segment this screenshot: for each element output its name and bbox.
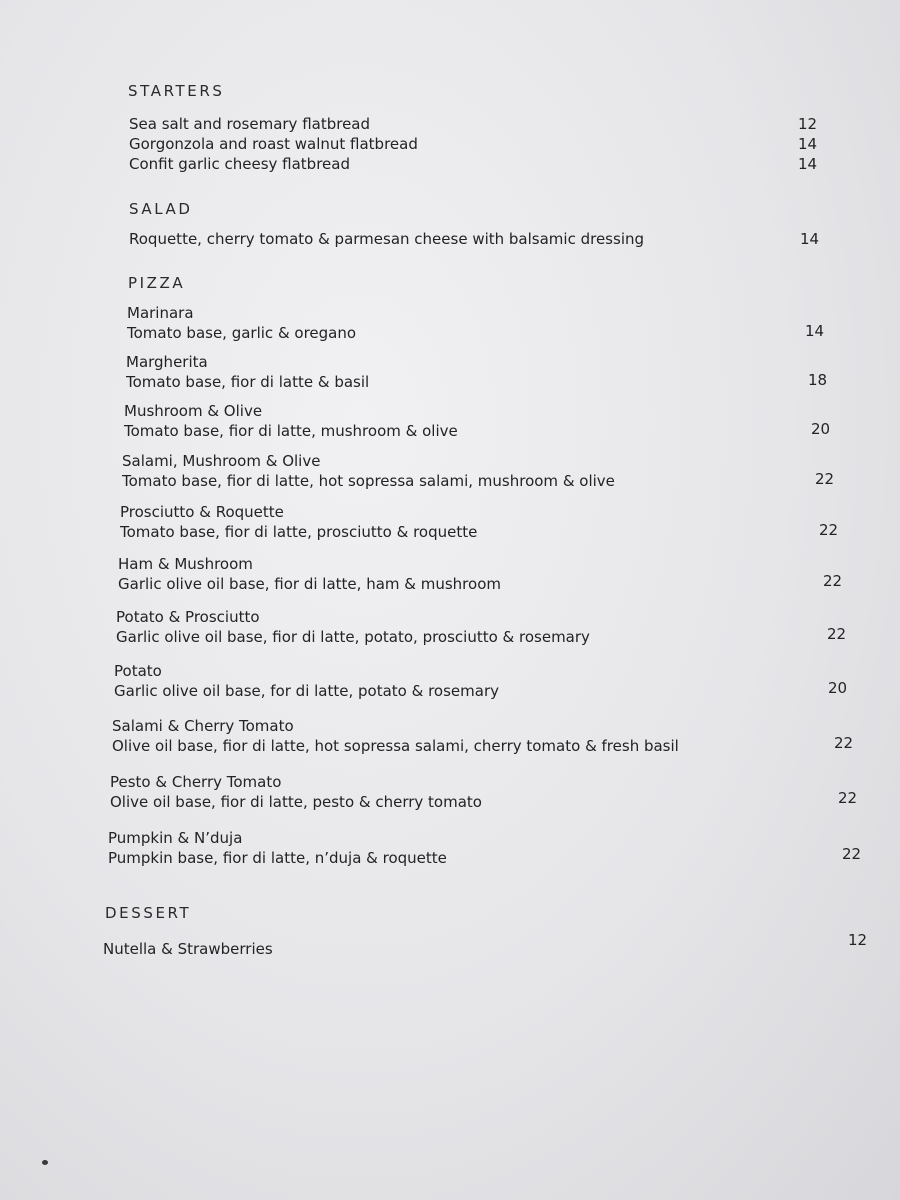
section-heading-starters: STARTERS	[128, 82, 225, 100]
pizza-item-potato	[114, 661, 499, 701]
menu-item-price: 20	[811, 420, 831, 438]
pizza-item-ham-mushroom	[118, 554, 501, 594]
menu-item-price: 22	[827, 625, 847, 643]
menu-item-description: Tomato base, fior di latte & basil	[126, 373, 370, 391]
menu-item-price: 22	[838, 789, 858, 807]
menu-item-price: 14	[800, 230, 820, 248]
menu-item-name: Salami & Cherry Tomato	[112, 717, 294, 735]
menu-item-name: Sea salt and rosemary flatbread	[129, 115, 371, 133]
menu-item-name: Prosciutto & Roquette	[120, 503, 284, 521]
menu-item-name: Salami, Mushroom & Olive	[122, 452, 321, 470]
menu-item-name: Marinara	[127, 304, 194, 322]
menu-item-price: 22	[842, 845, 862, 863]
pizza-item-prosciutto-roquette	[120, 502, 477, 542]
menu-item-name: Margherita	[126, 353, 208, 371]
menu-item-name: Potato	[114, 662, 162, 680]
menu-item-price: 12	[848, 931, 868, 949]
menu-item-price: 14	[805, 322, 825, 340]
menu-item-name: Ham & Mushroom	[118, 555, 253, 573]
menu-item-name: Pumpkin & N’duja	[108, 829, 243, 847]
menu-item-description: Olive oil base, fior di latte, hot sopressa salami, cherry tomato & fresh basil	[112, 737, 679, 755]
menu-item-description: Garlic olive oil base, fior di latte, potato, prosciutto & rosemary	[116, 628, 590, 646]
menu-item-description: Olive oil base, fior di latte, pesto & cherry tomato	[110, 793, 482, 811]
menu-item-price: 18	[808, 371, 828, 389]
menu-item-name: Roquette, cherry tomato & parmesan cheese with balsamic dressing	[129, 230, 645, 248]
menu-item-name: Potato & Prosciutto	[116, 608, 260, 626]
pizza-item-potato-prosciutto	[116, 607, 590, 647]
menu-item-price: 14	[798, 135, 818, 153]
paper-speck	[42, 1160, 48, 1165]
menu-item-name: Gorgonzola and roast walnut flatbread	[129, 135, 418, 153]
menu-item-name: Nutella & Strawberries	[103, 940, 273, 958]
menu-item-name: Mushroom & Olive	[124, 402, 263, 420]
pizza-item-salami-cherry-tomato	[112, 716, 679, 756]
menu-item-description: Garlic olive oil base, fior di latte, ham & mushroom	[118, 575, 501, 593]
pizza-item-pumpkin-nduja	[108, 828, 447, 868]
pizza-item-pesto-cherry-tomato	[110, 772, 482, 812]
menu-item-description: Tomato base, fior di latte, prosciutto & roquette	[120, 523, 478, 541]
menu-item-price: 22	[834, 734, 854, 752]
menu-item-name: Pesto & Cherry Tomato	[110, 773, 282, 791]
menu-item-description: Tomato base, garlic & oregano	[127, 324, 357, 342]
menu-item-price: 14	[798, 155, 818, 173]
pizza-item-marinara	[127, 303, 356, 343]
menu-item-price: 12	[798, 115, 818, 133]
section-heading-dessert: DESSERT	[105, 904, 192, 922]
menu-item-description: Tomato base, fior di latte, mushroom & olive	[124, 422, 458, 440]
menu-item-description: Garlic olive oil base, for di latte, potato & rosemary	[114, 682, 499, 700]
menu-item-price: 22	[823, 572, 843, 590]
pizza-item-salami-mushroom-olive	[122, 451, 615, 491]
menu-item-price: 20	[828, 679, 848, 697]
menu-item-description: Pumpkin base, fior di latte, n’duja & roquette	[108, 849, 447, 867]
menu-item-price: 22	[819, 521, 839, 539]
pizza-item-margherita	[126, 352, 369, 392]
section-heading-pizza: PIZZA	[128, 274, 186, 292]
pizza-item-mushroom-olive	[124, 401, 458, 441]
menu-item-price: 22	[815, 470, 835, 488]
menu-item-name: Confit garlic cheesy flatbread	[129, 155, 350, 173]
menu-item-description: Tomato base, fior di latte, hot sopressa salami, mushroom & olive	[122, 472, 615, 490]
section-heading-salad: SALAD	[129, 200, 193, 218]
